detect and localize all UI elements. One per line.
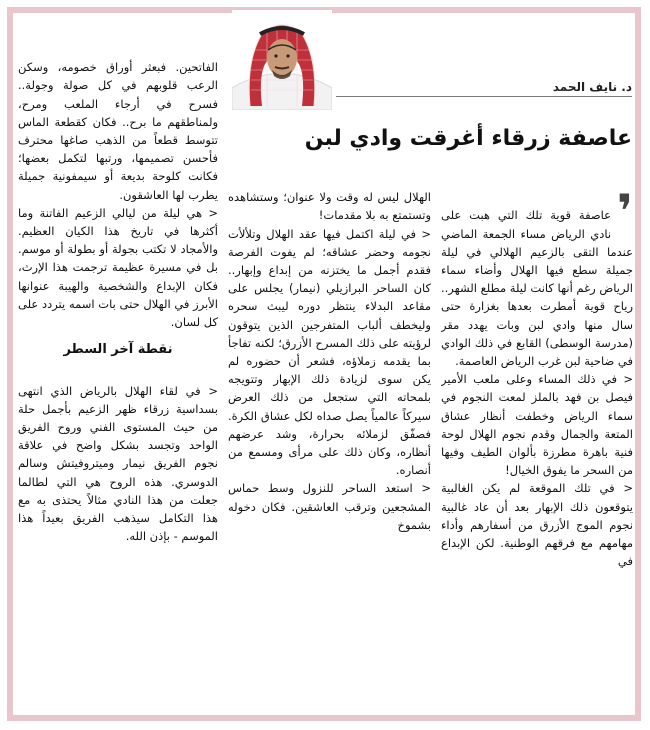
column-3-text-bottom: < في لقاء الهلال بالرياض الذي انتهى بسداسية زرقاء ظهر الزعيم بأجمل حلة من حيث المستوى الفني وروح الفريق الواحد وتجسد بشكل واضح في علاقة نجوم الفريق نيمار وميتروفيتش وسالم الدوسري. هذه الروح هي التي لطالما جعلت من هذا النادي مثالاً يحتذى به مع هذا التكامل سيذهب الفريق بعيداً هذا الموسم - بإذن الله.	[18, 383, 218, 544]
article-column-2	[228, 170, 431, 710]
section-subheading: نقطة آخر السطر	[63, 342, 173, 358]
author-name: د. نايف الحمد	[552, 80, 632, 94]
quote-mark-icon: ❜	[617, 184, 633, 239]
column-2-text: الهلال ليس له وقت ولا عنوان؛ وستشاهده وتستمتع به بلا مقدمات! < في ليلة اكتمل فيها عقد الهلال وتلألأت نجومه وحضر عشاقه؛ لم يفوت الفرصة فقدم أجمل ما يختزنه من إبداع وإبهار.. كان الساحر البرازيلي (نيمار) يجلس على مقاعد البدلاء ينتظر دوره ليبث سحره وليخطف ألباب المتفرجين الذين يتوقون لرؤيته على ذلك المسرح الأزرق؛ لكنه تفاجأ بما يقدمه زملاؤه، فشعر أن حضوره لم يكن سوى لزيادة ذلك الإبهار وتتويجه بلمحاته التي ستجعل من ذلك العرض سيركاً عالمياً يصل صداه لكل عشاق الكرة. فصفّق لزملائه بحرارة، وشد عرضهم أنظاره، وكان ذلك على مرأى ومسمع من أنصاره. < استعد الساحر للنزول وسط حماس المشجعين وترقب العاشقين. فكان دخوله بشموخ	[228, 190, 431, 532]
column-3-text-top: الفاتحين. فبعثر أوراق خصومه، وسكن الرعب قلوبهم في كل صولة وجولة.. فسرح في أرجاء الملعب ومرح، ولمناطقهم ما برح.. فكان كقطعة الماس تتوسط قطعاً من الذهب صاغها محترف فأحسن تصميمها، ورتبها لتكمل بعضها؛ فكانت كلوحة بديعة أو سيمفونية جميلة يطرب لها العاشقون. < هي ليلة من ليالي الزعيم الفاتنة وما أكثرها في تاريخ هذا الكيان العظيم. والأمجاد لا تكتب بجولة أو بطولة أو موسم. بل في مسيرة عظيمة ترجمت هذا الإرث، فكان الإبداع والشخصية والهيبة عنوانها الأبرز في الهلال حتى بات اسمه يتردد على كل لسان.	[18, 60, 218, 330]
article-headline: عاصفة زرقاء أغرقت وادي لبن	[304, 126, 632, 151]
author-photo	[232, 10, 332, 110]
article-column-1	[441, 170, 633, 710]
article-column-3	[18, 40, 218, 710]
column-1-text: عاصفة قوية تلك التي هبت على نادي الرياض مساء الجمعة الماضي عندما التقى بالزعيم الهلالي في ليلة جميلة سطع فيها الهلال وأضاء سماء الرياض رغم أنها كانت ليلة مطلع الشهر.. رياح قوية أمطرت بعدها بغزارة حتى سال منها وادي لبن وبات يهدد مقر (مدرسة الوسطى) القابع في ذلك الوادي في ضاحية لبن غرب الرياض العاصمة. < في ذلك المساء وعلى ملعب الأمير فيصل بن فهد بالملز لمعت النجوم في سماء الرياض وخطفت أنظار عشاق المتعة والجمال وقدم نجوم الهلال لوحة فنية باهرة مطرزة بألوان الطيف وفيها من السحر ما يفوق الخيال! < في تلك الموقعة لم يكن الغالبية يتوقعون ذلك الإبهار بعد أن عاد غالبية نجوم الموج الأزرق من أسفارهم وأداء مهامهم مع فرقهم الوطنية. لكن الإبداع في	[441, 208, 633, 569]
